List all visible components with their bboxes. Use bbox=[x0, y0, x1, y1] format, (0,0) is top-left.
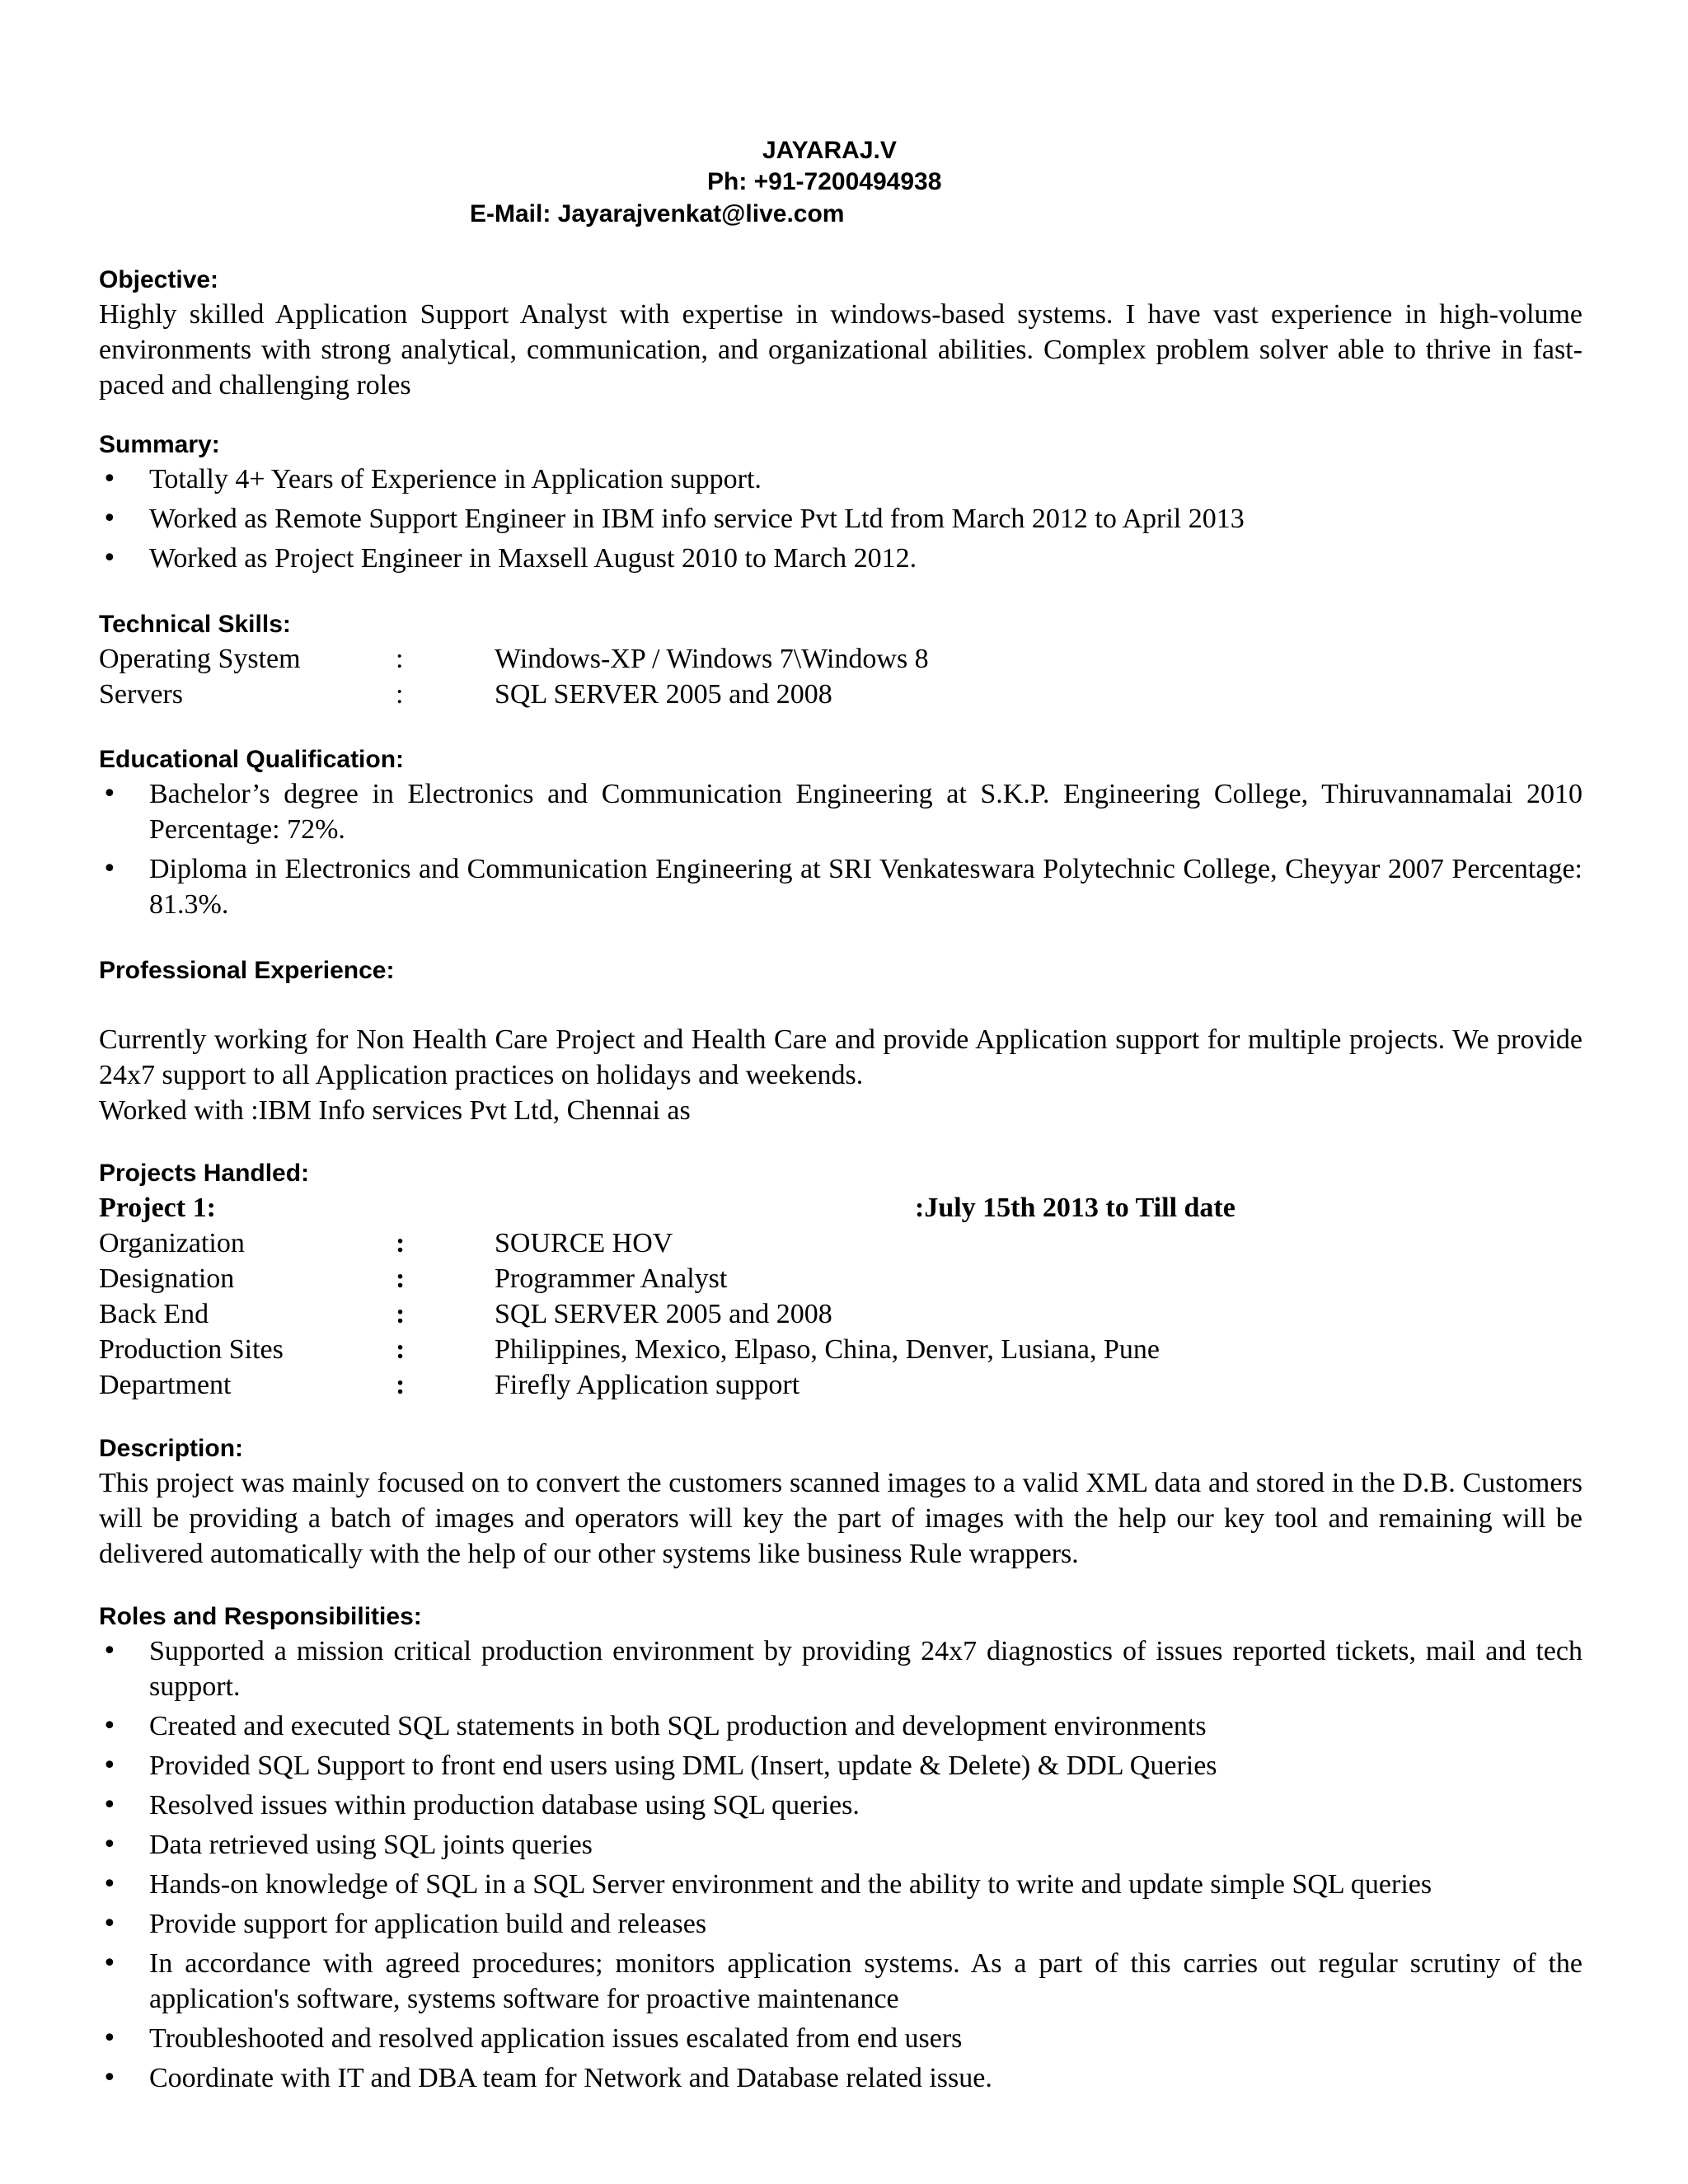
project-dates: :July 15th 2013 to Till date bbox=[915, 1193, 1236, 1223]
project-row bbox=[99, 1296, 1582, 1332]
education-list bbox=[99, 776, 1582, 922]
summary-heading: Summary: bbox=[99, 431, 220, 458]
skills-row bbox=[99, 677, 1582, 712]
project-title-row bbox=[99, 1190, 1582, 1226]
list-item: • In accordance with agreed procedures; monitors application systems. As a part of this carries out regular scrutiny of the application's software, systems software for proactive maintenance bbox=[99, 1946, 1582, 2017]
skill-separator: : bbox=[396, 679, 404, 710]
project-row bbox=[99, 1367, 1582, 1403]
projects-heading: Projects Handled: bbox=[99, 1160, 310, 1187]
project-value: Firefly Application support bbox=[495, 1370, 800, 1400]
projects-section bbox=[99, 1157, 1582, 1403]
list-item: • Worked as Project Engineer in Maxsell August 2010 to March 2012. bbox=[99, 541, 1582, 576]
objective-heading: Objective: bbox=[99, 266, 219, 293]
list-item: • Coordinate with IT and DBA team for Network and Database related issue. bbox=[99, 2060, 1582, 2096]
summary-section bbox=[99, 429, 1582, 580]
project-key: Organization bbox=[99, 1228, 245, 1258]
list-item: • Diploma in Electronics and Communication Engineering at SRI Venkateswara Polytechnic College, Cheyyar 2007 Percentage: 81.3%. bbox=[99, 851, 1582, 922]
summary-list bbox=[99, 462, 1582, 576]
experience-body bbox=[99, 1022, 1582, 1128]
list-item: • Provided SQL Support to front end users using DML (Insert, update & Delete) & DDL Queries bbox=[99, 1748, 1582, 1783]
project-value: Programmer Analyst bbox=[495, 1263, 728, 1294]
project-value: Philippines, Mexico, Elpaso, China, Denver, Lusiana, Pune bbox=[495, 1334, 1160, 1365]
list-item: • Troubleshooted and resolved application issues escalated from end users bbox=[99, 2021, 1582, 2056]
skills-heading: Technical Skills: bbox=[99, 611, 291, 638]
project-row bbox=[99, 1261, 1582, 1296]
description-heading: Description: bbox=[99, 1435, 244, 1462]
list-item: • Worked as Remote Support Engineer in IBM info service Pvt Ltd from March 2012 to April 2013 bbox=[99, 501, 1582, 537]
experience-section bbox=[99, 954, 1582, 987]
project-row bbox=[99, 1226, 1582, 1261]
description-text: This project was mainly focused on to convert the customers scanned images to a valid XML data and stored in the D.B. Customers will be providing a batch of images and operators will key the part of images with the help our key tool and remaining will be delivered automatically with the help of our other systems like business Rule wrappers. bbox=[99, 1468, 1582, 1569]
experience-heading: Professional Experience: bbox=[99, 957, 395, 984]
project-key: Back End bbox=[99, 1299, 209, 1329]
project-key: Designation bbox=[99, 1263, 235, 1294]
skills-section bbox=[99, 608, 1582, 712]
list-item: • Hands-on knowledge of SQL in a SQL Server environment and the ability to write and update simple SQL queries bbox=[99, 1867, 1582, 1902]
list-item: • Bachelor’s degree in Electronics and Communication Engineering at S.K.P. Engineering College, Thiruvannamalai 2010 Percentage: 72%. bbox=[99, 776, 1582, 847]
skills-row bbox=[99, 641, 1582, 677]
project-key: Production Sites bbox=[99, 1334, 284, 1365]
project-key: Department bbox=[99, 1370, 232, 1400]
email-address: E-Mail: Jayarajvenkat@live.com bbox=[470, 200, 845, 227]
project-separator: : bbox=[396, 1263, 406, 1294]
list-item: • Totally 4+ Years of Experience in Application support. bbox=[99, 462, 1582, 497]
worked-with: Worked with :IBM Info services Pvt Ltd, Chennai as bbox=[99, 1095, 691, 1126]
candidate-name: JAYARAJ.V bbox=[762, 137, 897, 164]
project-separator: : bbox=[396, 1370, 406, 1400]
project-label: Project 1: bbox=[99, 1193, 216, 1223]
project-separator: : bbox=[396, 1299, 406, 1329]
project-row bbox=[99, 1332, 1582, 1367]
roles-list bbox=[99, 1633, 1582, 2096]
phone-number: Ph: +91-7200494938 bbox=[707, 168, 942, 195]
project-separator: : bbox=[396, 1228, 406, 1258]
list-item: • Data retrieved using SQL joints queries bbox=[99, 1827, 1582, 1863]
skill-key: Servers bbox=[99, 679, 183, 710]
skill-separator: : bbox=[396, 644, 404, 674]
experience-text: Currently working for Non Health Care Project and Health Care and provide Application support for multiple projects. We provide 24x7 support to all Application practices on holidays and weekends. bbox=[99, 1024, 1582, 1090]
list-item: • Created and executed SQL statements in both SQL production and development environments bbox=[99, 1708, 1582, 1744]
roles-section bbox=[99, 1601, 1582, 2100]
objective-text: Highly skilled Application Support Analyst with expertise in windows-based systems. I have vast experience in high-volume environments with strong analytical, communication, and organizational abilities. Complex problem solver able to thrive in fast-paced and challenging roles bbox=[99, 299, 1582, 401]
skill-value: SQL SERVER 2005 and 2008 bbox=[495, 679, 832, 710]
list-item: • Resolved issues within production database using SQL queries. bbox=[99, 1788, 1582, 1823]
description-section bbox=[99, 1432, 1582, 1572]
list-item: • Provide support for application build and releases bbox=[99, 1906, 1582, 1942]
project-value: SOURCE HOV bbox=[495, 1228, 673, 1258]
roles-heading: Roles and Responsibilities: bbox=[99, 1603, 422, 1630]
project-value: SQL SERVER 2005 and 2008 bbox=[495, 1299, 832, 1329]
skill-value: Windows-XP / Windows 7\Windows 8 bbox=[495, 644, 929, 674]
objective-section bbox=[99, 264, 1582, 403]
project-separator: : bbox=[396, 1334, 406, 1365]
education-heading: Educational Qualification: bbox=[99, 746, 405, 773]
list-item: • Supported a mission critical production environment by providing 24x7 diagnostics of issues reported tickets, mail and tech support. bbox=[99, 1633, 1582, 1704]
skill-key: Operating System bbox=[99, 644, 301, 674]
education-section bbox=[99, 743, 1582, 926]
